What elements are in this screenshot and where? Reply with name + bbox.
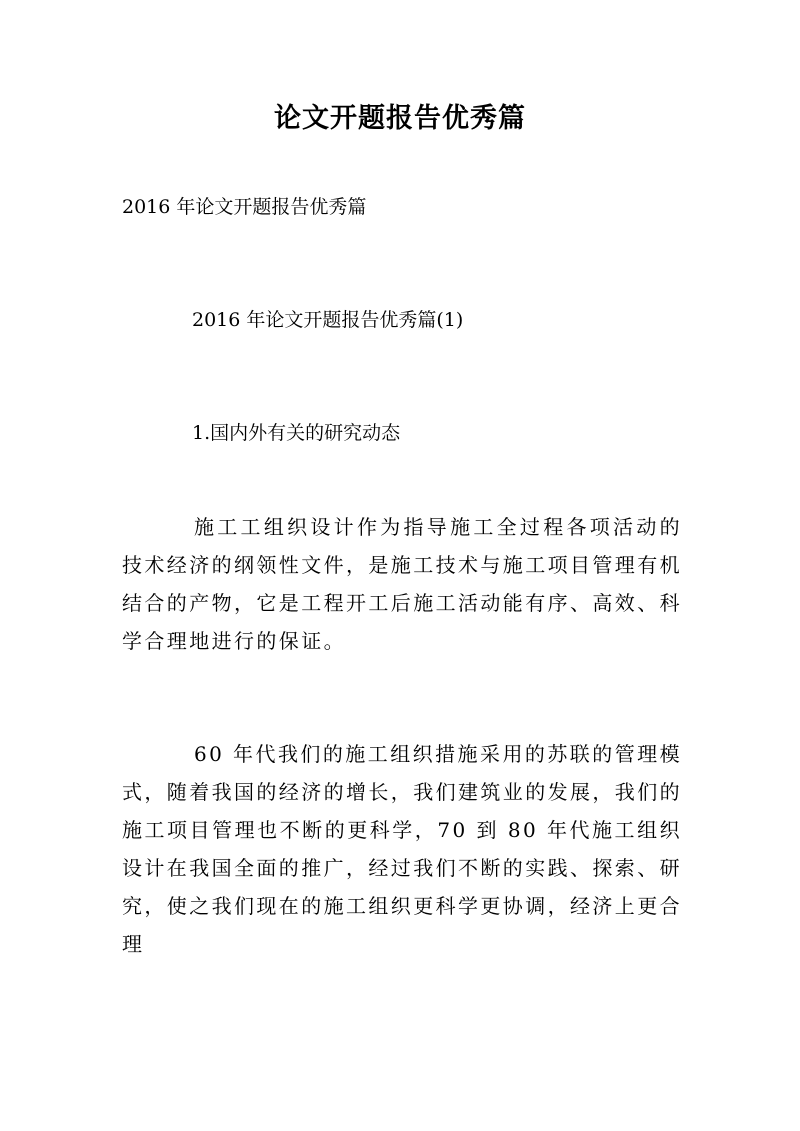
document-subtitle: 2016 年论文开题报告优秀篇	[122, 196, 367, 218]
body-paragraph-1: 施工工组织设计作为指导施工全过程各项活动的技术经济的纲领性文件，是施工技术与施工项目管理有机结合的产物，它是工程开工后施工活动能有序、高效、科学合理地进行的保证。	[122, 515, 682, 653]
document-title: 论文开题报告优秀篇	[274, 103, 526, 134]
body-paragraph-2: 60 年代我们的施工组织措施采用的苏联的管理模式，随着我国的经济的增长，我们建筑业的发展，我们的施工项目管理也不断的更科学，70 到 80 年代施工组织设计在我国全面的推广，经过我们不断的实践、探索、研究，使之我们现在的施工组织更科学更协调，经济上更合理	[122, 742, 682, 956]
section-heading: 1.国内外有关的研究动态	[192, 422, 401, 444]
section-title: 2016 年论文开题报告优秀篇(1)	[192, 309, 464, 331]
